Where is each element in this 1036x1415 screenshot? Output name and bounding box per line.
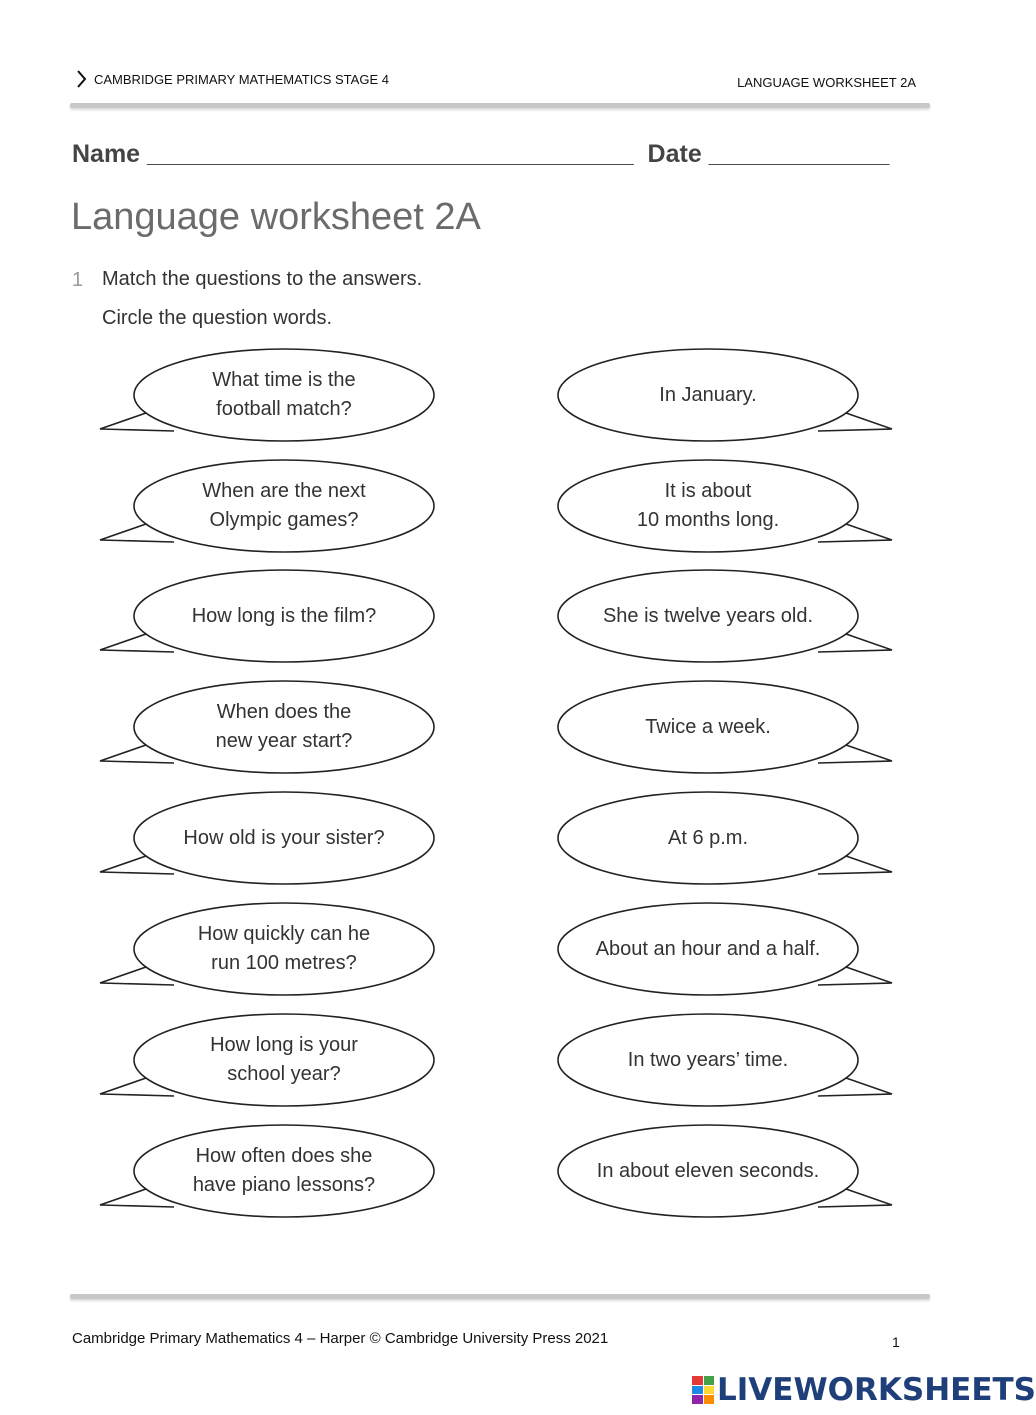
question-number: 1 bbox=[72, 269, 84, 291]
answer-text bbox=[583, 798, 833, 878]
header-worksheet-id: LANGUAGE WORKSHEET 2A bbox=[737, 75, 916, 90]
question-text bbox=[159, 687, 409, 767]
answer-text bbox=[583, 1020, 833, 1100]
bubble-line-1: How long is the film? bbox=[191, 604, 377, 627]
brand-text: LIVEWORKSHEETS bbox=[717, 1372, 1036, 1408]
bubble-line-2: have piano lessons? bbox=[192, 1174, 376, 1196]
logo-tile bbox=[704, 1386, 715, 1395]
bubble-line-2: 10 months long. bbox=[636, 509, 780, 531]
name-date-line: Name ___________________________________ Date _____________ bbox=[72, 140, 890, 168]
bubble-line-1: How quickly can he bbox=[197, 923, 371, 945]
bubble-line-1: How old is your sister? bbox=[183, 826, 385, 849]
liveworksheets-logo bbox=[692, 1372, 1036, 1408]
instruction-circle: Circle the question words. bbox=[102, 307, 333, 329]
logo-tile bbox=[692, 1376, 703, 1385]
bubble-line-2: football match? bbox=[216, 398, 352, 420]
bubble-line-1: In about eleven seconds. bbox=[596, 1159, 820, 1182]
bubble-line-2: Olympic games? bbox=[209, 509, 359, 531]
footer-copyright: Cambridge Primary Mathematics 4 – Harper © Cambridge University Press 2021 bbox=[72, 1330, 609, 1347]
answer-text bbox=[583, 1131, 833, 1211]
bubble-line-1: She is twelve years old. bbox=[602, 604, 814, 627]
logo-tile bbox=[692, 1395, 703, 1404]
header-title: CAMBRIDGE PRIMARY MATHEMATICS STAGE 4 bbox=[94, 71, 389, 87]
bubble-line-1: When are the next bbox=[202, 480, 366, 502]
instruction-match: Match the questions to the answers. bbox=[102, 268, 423, 290]
answer-text bbox=[583, 355, 833, 435]
bubble-line-1: Twice a week. bbox=[645, 715, 771, 738]
question-text bbox=[159, 355, 409, 435]
liveworksheets-logo-icon bbox=[692, 1376, 714, 1404]
bubble-line-2: new year start? bbox=[215, 730, 353, 752]
question-text bbox=[159, 909, 409, 989]
question-text bbox=[159, 798, 409, 878]
question-text bbox=[159, 1131, 409, 1211]
bubble-line-2: run 100 metres? bbox=[211, 952, 357, 974]
bubble-line-1: In two years’ time. bbox=[627, 1048, 789, 1071]
bubble-line-1: How long is your bbox=[210, 1034, 358, 1056]
bubble-line-1: At 6 p.m. bbox=[667, 826, 749, 849]
answer-text bbox=[583, 909, 833, 989]
bubble-line-1: It is about bbox=[664, 480, 752, 502]
logo-tile bbox=[704, 1395, 715, 1404]
question-text bbox=[159, 576, 409, 656]
logo-tile bbox=[692, 1386, 703, 1395]
bubble-line-1: When does the bbox=[216, 701, 352, 723]
answer-text bbox=[583, 466, 833, 546]
question-text bbox=[159, 1020, 409, 1100]
bubble-line-1: In January. bbox=[659, 383, 757, 406]
bubble-line-2: school year? bbox=[227, 1063, 341, 1085]
answer-text bbox=[583, 687, 833, 767]
question-text bbox=[159, 466, 409, 546]
bubble-line-1: What time is the bbox=[212, 369, 356, 391]
answer-text bbox=[583, 576, 833, 656]
footer-divider bbox=[70, 1294, 930, 1299]
bubble-line-1: How often does she bbox=[195, 1145, 373, 1167]
logo-tile bbox=[704, 1376, 715, 1385]
bubble-line-1: About an hour and a half. bbox=[595, 937, 821, 960]
page-number: 1 bbox=[892, 1334, 900, 1350]
page-title: Language worksheet 2A bbox=[71, 196, 481, 238]
